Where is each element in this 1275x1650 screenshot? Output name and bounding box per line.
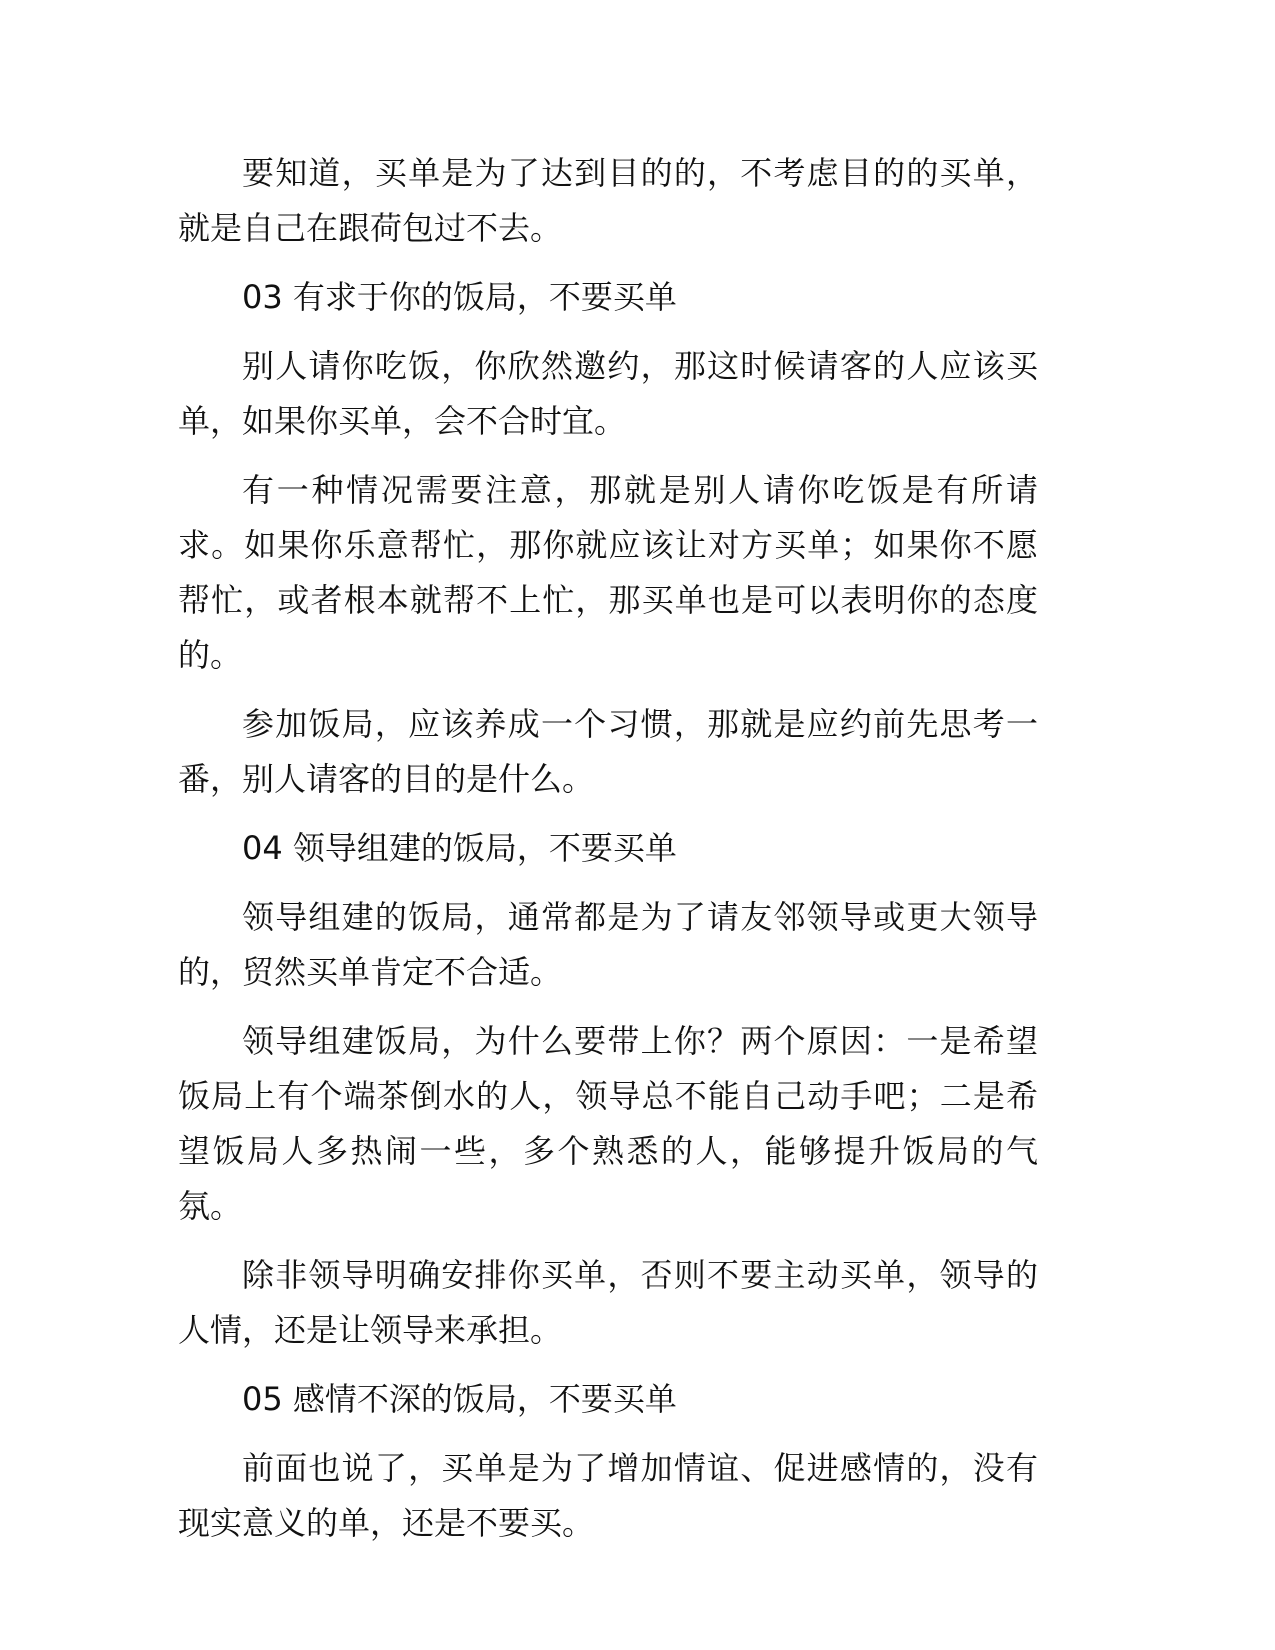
- paragraph: 除非领导明确安排你买单，否则不要主动买单，领导的人情，还是让领导来承担。: [178, 1256, 1038, 1349]
- section-heading: 04 领导组建的饭局，不要买单: [242, 829, 677, 867]
- paragraph: 参加饭局，应该养成一个习惯，那就是应约前先思考一番，别人请客的目的是什么。: [178, 705, 1038, 798]
- paragraph: 有一种情况需要注意，那就是别人请你吃饭是有所请求。如果你乐意帮忙，那你就应该让对方买单；如果你不愿帮忙，或者根本就帮不上忙，那买单也是可以表明你的态度的。: [178, 471, 1038, 674]
- paragraph: 前面也说了，买单是为了增加情谊、促进感情的，没有现实意义的单，还是不要买。: [178, 1449, 1038, 1542]
- paragraph: 领导组建的饭局，通常都是为了请友邻领导或更大领导的，贸然买单肯定不合适。: [178, 898, 1038, 991]
- section-heading: 03 有求于你的饭局，不要买单: [242, 278, 677, 316]
- paragraph: 要知道，买单是为了达到目的的，不考虑目的的买单，就是自己在跟荷包过不去。: [178, 154, 1038, 247]
- section-heading: 05 感情不深的饭局，不要买单: [242, 1380, 677, 1418]
- paragraph: 领导组建饭局，为什么要带上你？两个原因：一是希望饭局上有个端茶倒水的人，领导总不能自己动手吧；二是希望饭局人多热闹一些，多个熟悉的人，能够提升饭局的气氛。: [178, 1022, 1038, 1225]
- paragraph: 别人请你吃饭，你欣然邀约，那这时候请客的人应该买单，如果你买单，会不合时宜。: [178, 347, 1038, 440]
- document-page: [178, 146, 1038, 1565]
